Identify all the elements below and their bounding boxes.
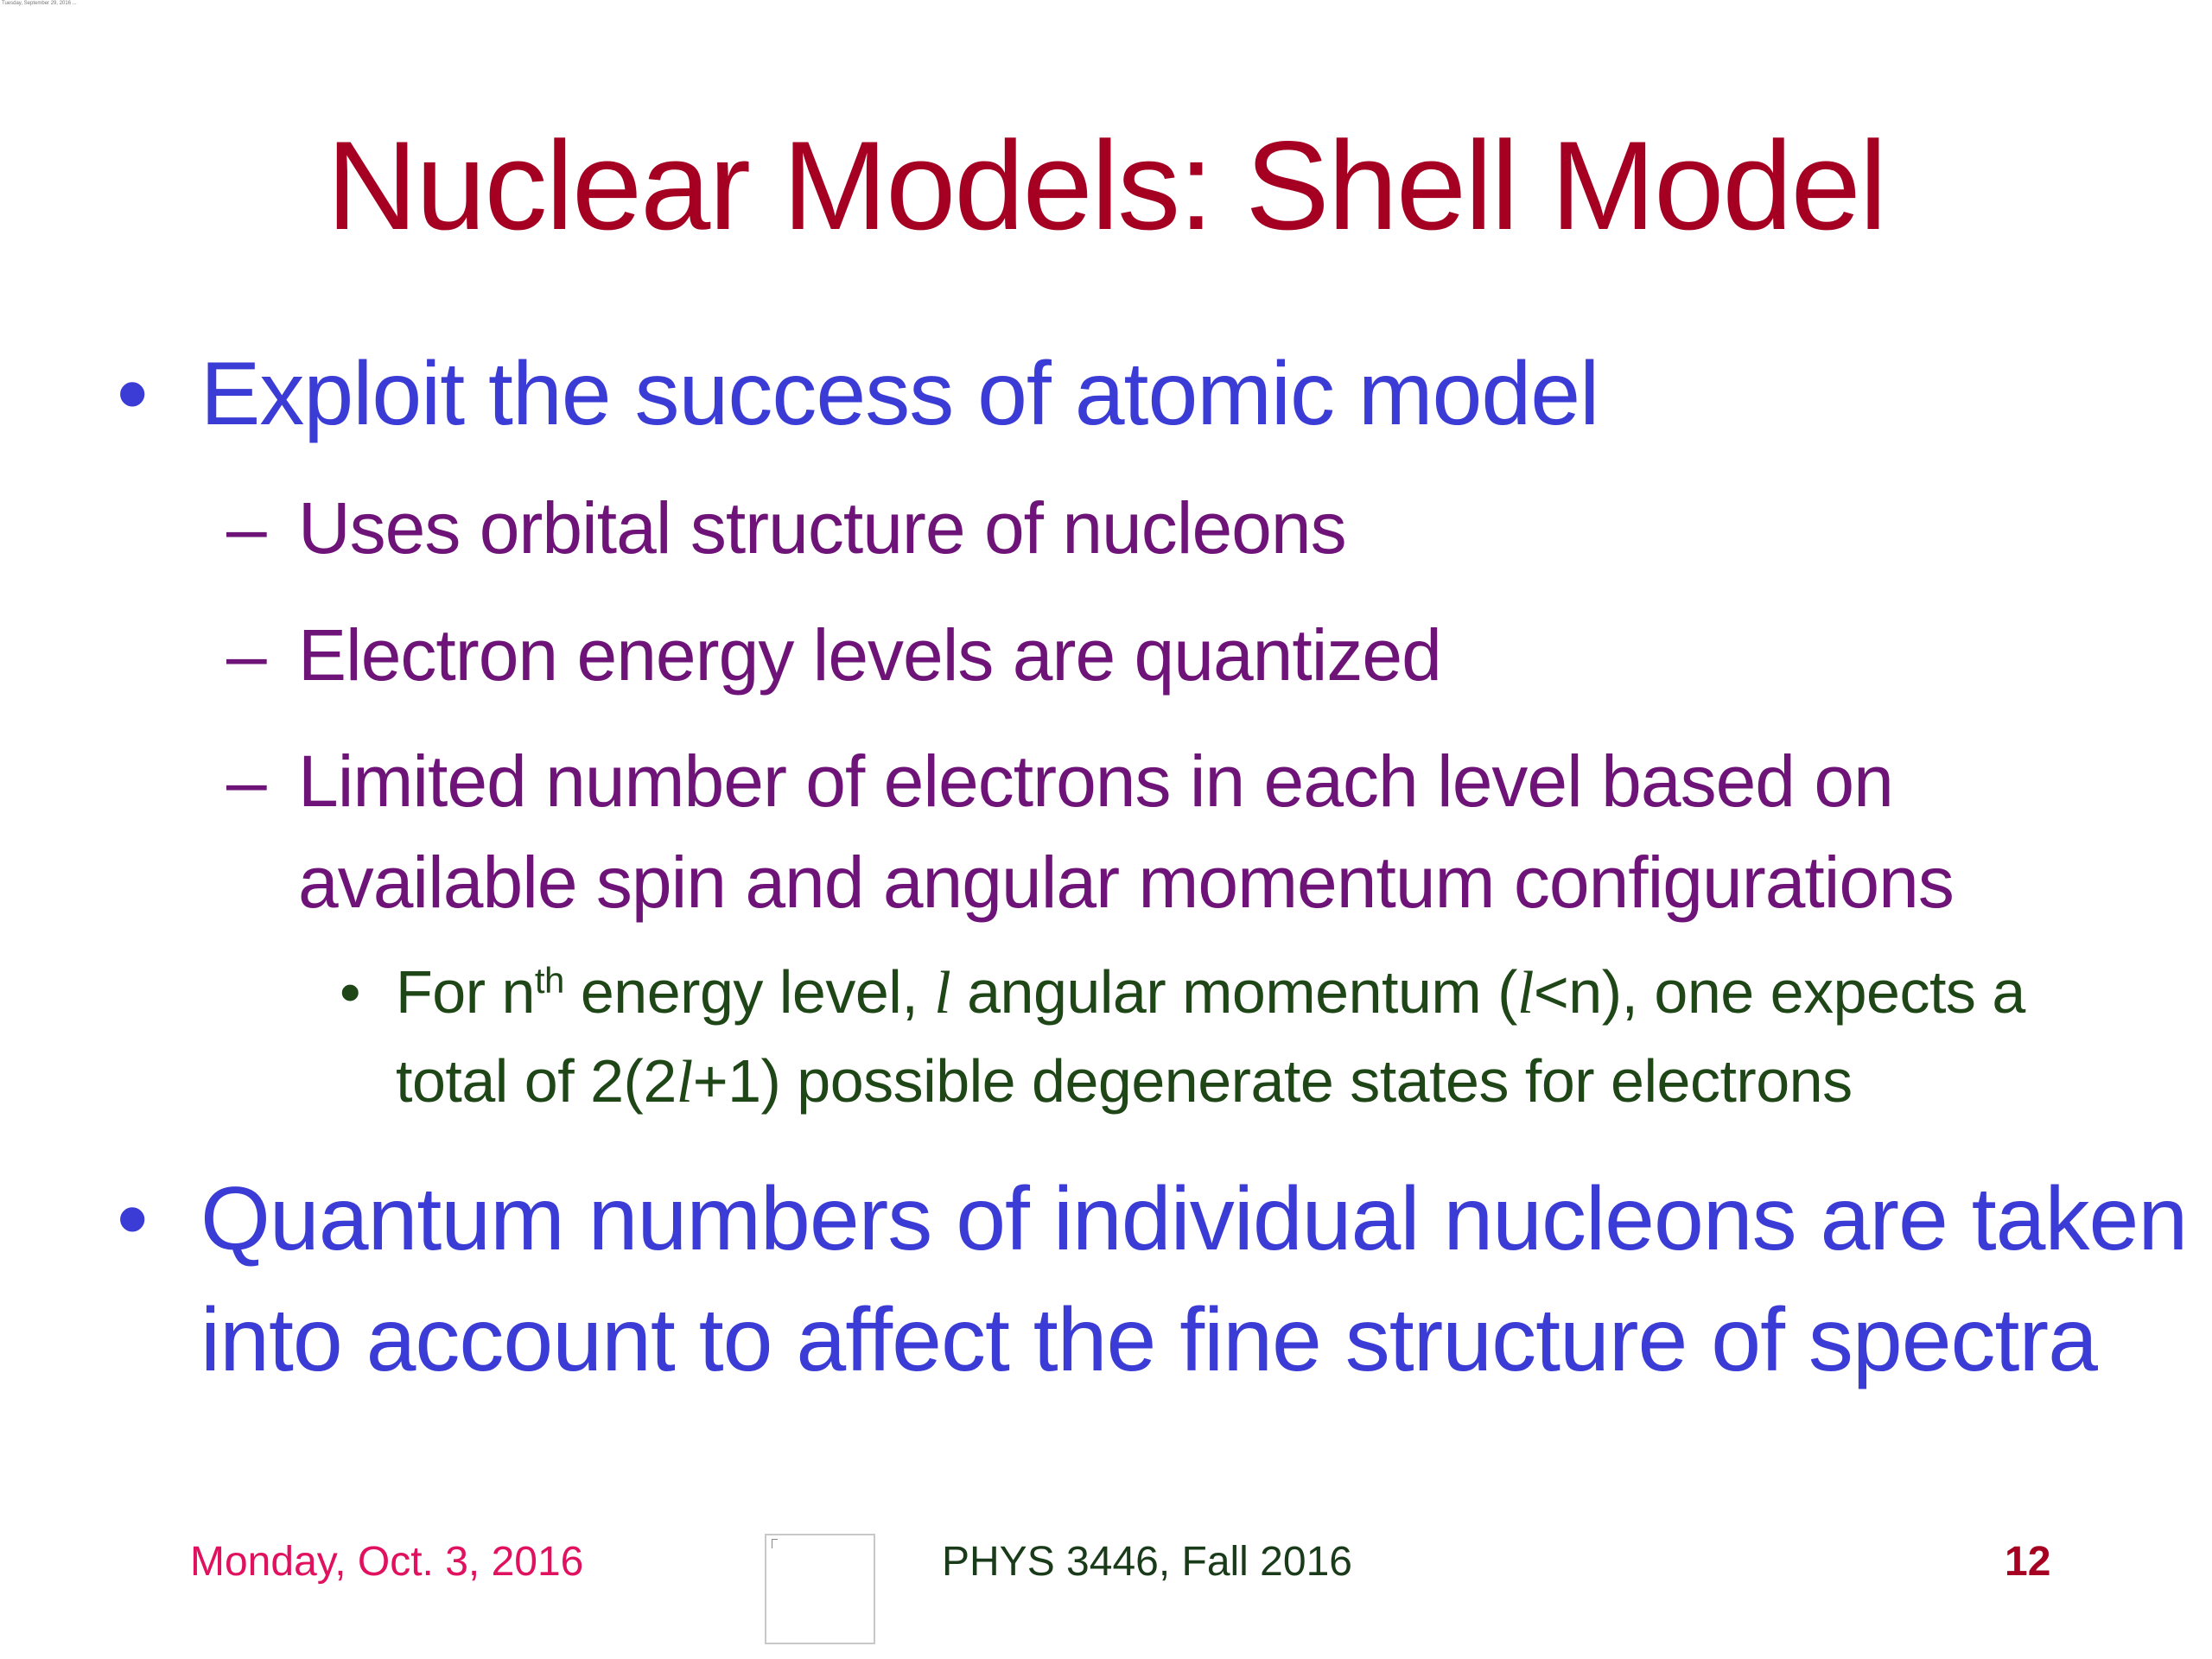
ell-symbol: l bbox=[934, 960, 951, 1027]
bullet-1-text: Exploit the success of atomic model bbox=[200, 344, 1599, 444]
ell-symbol: l bbox=[1516, 960, 1534, 1027]
corner-note: Tuesday, September 29, 2016 ... bbox=[2, 1, 77, 6]
subsubbullet-line-2: total of 2(2l+1) possible degenerate states for electrons bbox=[396, 1047, 1853, 1116]
logo-mark-icon bbox=[772, 1539, 778, 1548]
subsubbullet-marker: • bbox=[340, 958, 361, 1026]
bullet-2-marker: • bbox=[117, 1169, 148, 1269]
ell-symbol: l bbox=[676, 1049, 693, 1116]
footer-date: Monday, Oct. 3, 2016 bbox=[190, 1539, 584, 1585]
subbullet-1-text: Uses orbital structure of nucleons bbox=[298, 487, 1346, 569]
bullet-1-marker: • bbox=[117, 344, 148, 444]
slide-title: Nuclear Models: Shell Model bbox=[326, 115, 1886, 256]
page-number: 12 bbox=[2005, 1539, 2051, 1585]
subbullet-3-line-2: available spin and angular momentum configurations bbox=[298, 842, 1954, 923]
subbullet-3-marker: – bbox=[226, 741, 266, 822]
footer-course: PHYS 3446, Fall 2016 bbox=[942, 1539, 1352, 1585]
subsubbullet-line-1: For $n^{th}$ energy level, l angular momentum (l<n), one expects a bbox=[396, 958, 2025, 1027]
subbullet-2-marker: – bbox=[226, 614, 266, 696]
logo-placeholder bbox=[765, 1534, 875, 1644]
subbullet-3-line-1: Limited number of electrons in each level based on bbox=[298, 741, 1893, 822]
bullet-2-line-1: Quantum numbers of individual nucleons are taken bbox=[200, 1169, 2188, 1269]
subbullet-1-marker: – bbox=[226, 487, 266, 569]
bullet-2-line-2: into account to affect the fine structure of spectra bbox=[200, 1290, 2097, 1390]
subbullet-2-text: Electron energy levels are quantized bbox=[298, 614, 1441, 696]
